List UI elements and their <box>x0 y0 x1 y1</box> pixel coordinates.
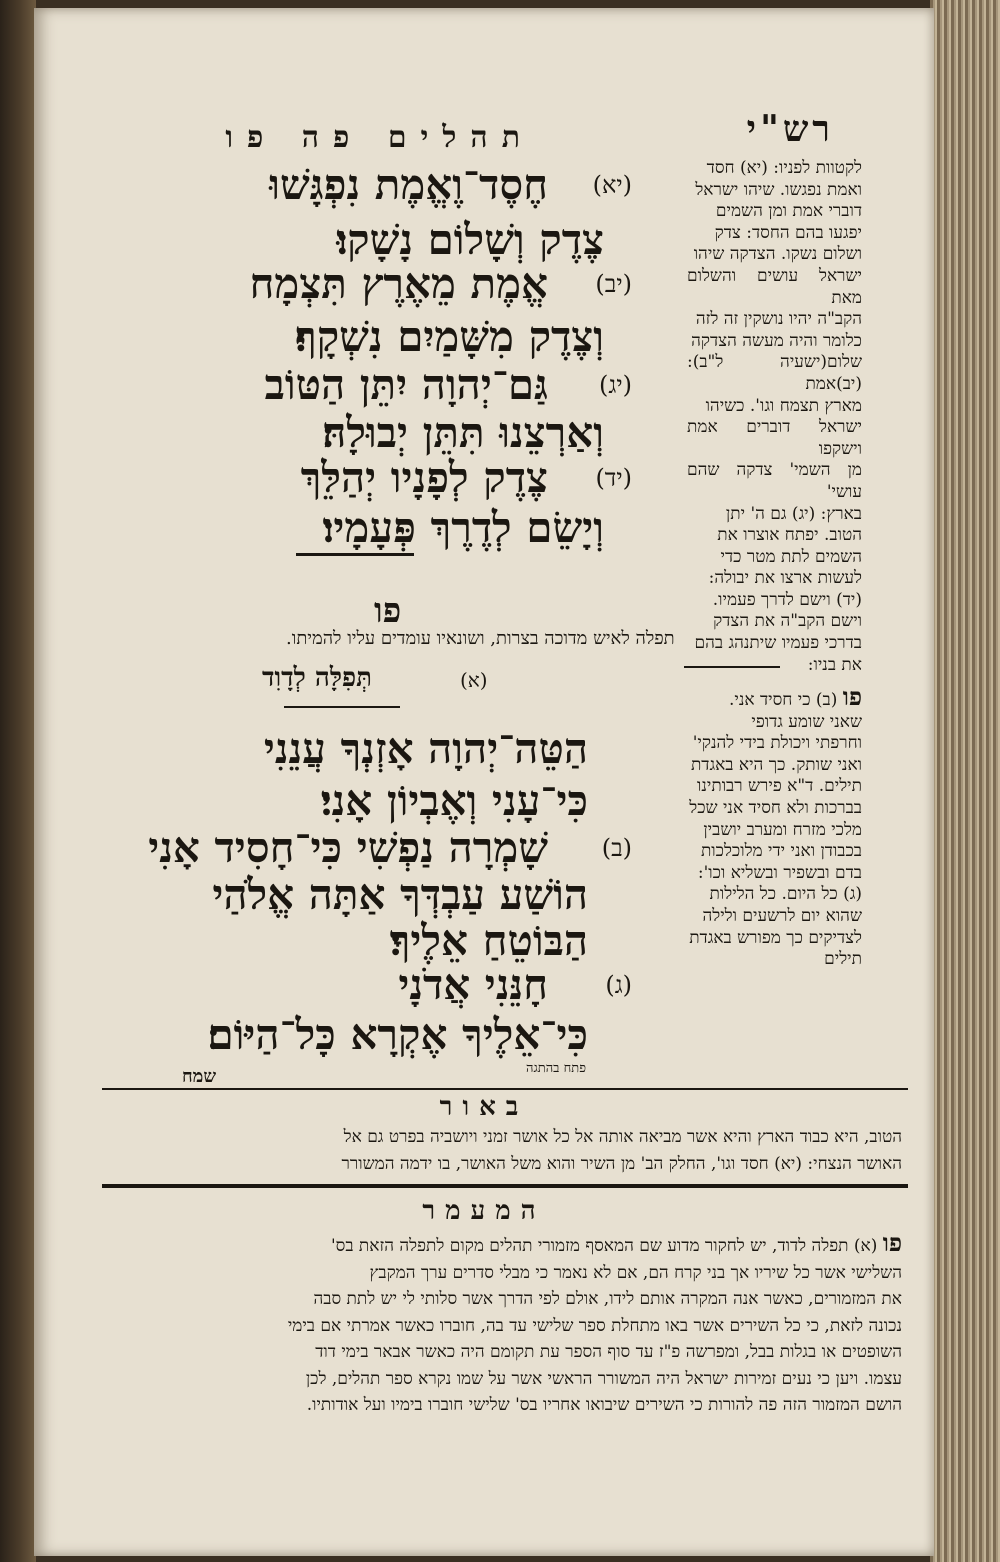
rashi-line: (ג) כל היום. כל הלילות <box>709 884 862 905</box>
book-page <box>34 8 934 1556</box>
rashi-line: הטוב. יפתח אוצרו את <box>717 525 862 546</box>
verse-line: הַטֵּה־יְהוָה אָזְנְךָ עֲנֵנִי <box>263 724 588 773</box>
biur-title: באור <box>439 1092 529 1122</box>
rashi-line: לעשות ארצו את יבולה: <box>708 568 862 589</box>
rashi-line: לקטוות לפניו: (יא) חסד <box>706 158 862 178</box>
verse-line: חָנֵּנִי אֲדֹנָי <box>398 960 548 1009</box>
rashi-line: את בניו: <box>807 654 862 675</box>
verse-line: הוֹשַׁע עַבְדְּךָ אַתָּה אֱלֹהַי <box>212 870 588 919</box>
verse-line: חֶסֶד־וֶאֱמֶת נִפְגָּשׁוּ <box>269 160 548 209</box>
verse-line: שָׁמְרָה נַפְשִׁי כִּי־חָסִיד אָנִי <box>148 823 548 872</box>
hamaamar-title: המעמר <box>422 1196 546 1226</box>
page-number: שמח <box>182 1066 217 1087</box>
verse-number: (ג) <box>605 971 632 999</box>
verse-number: (יב) <box>595 270 632 298</box>
rashi-line: מלכי מזרח ומערב יושבין <box>703 819 862 840</box>
verse-line: כִּי־עָנִי וְאֶבְיוֹן אָנִי׃ <box>320 776 588 825</box>
rashi-line: ואמת נפגשו. שיהו ישראל <box>695 179 862 200</box>
hamaamar-line: את המזמורים, כאשר אנה המקרה אותם לידו, אולם לפי הדרך אשר סלותי לי יש לתת סבה <box>313 1289 902 1309</box>
biur-line: האושר הנצחי: (יא) חסד וגו', החלק הב' מן השיר והוא משל האושר, בו ידמה המשורר <box>341 1153 902 1174</box>
psalm-number: פו <box>374 591 402 631</box>
rashi-commentary-85 <box>687 158 862 676</box>
rashi-line: בכבודן ואני ידי מלוכלכות <box>700 841 862 862</box>
verse-line: וְאַרְצֵנוּ תִּתֵּן יְבוּלָהּ׃ <box>322 408 604 457</box>
rashi-line: תילים <box>824 949 862 970</box>
verse-line: צֶדֶק לְפָנָיו יְהַלֵּךְ <box>300 453 548 502</box>
verse-line: וְצֶדֶק מִשָּׁמַיִם נִשְׁקָף׃ <box>294 312 604 361</box>
rashi-line: דוברי אמת ומן השמים <box>715 201 862 222</box>
hamaamar-text <box>122 1230 902 1419</box>
psalm-heading: תְּפִלָּה לְדָוִד <box>262 663 372 693</box>
section-divider <box>284 706 400 708</box>
running-title: תהלים פה פו <box>225 120 534 155</box>
section-divider <box>102 1088 908 1090</box>
rashi-line: תילים. ד"א פירש רבותינו <box>696 776 862 797</box>
rashi-line: הקב"ה יהיו נושקין זה לזה <box>695 309 862 330</box>
verse-line: צֶדֶק וְשָׁלוֹם נָשָׁקוּ׃ <box>336 215 604 264</box>
rashi-line: ואני שותק. כך היא באגדת <box>690 754 862 775</box>
hamaamar-line-text: (א) תפלה לדוד, יש לחקור מדוע שם המאסף מזמורי תהלים מקום לתפלה הזאת בס' <box>330 1236 878 1256</box>
rashi-line: שלום(ישעיה ל"ב):(יב)אמת <box>687 352 862 394</box>
rashi-line: וחרפתי ויכולת בידי להנקי' <box>692 733 862 754</box>
rashi-line: מן השמי' צדקה שהם עושי' <box>687 460 862 502</box>
rashi-line: ושלום נשקו. הצדקה שיהו <box>693 244 862 265</box>
verse-number: (ב) <box>601 834 632 862</box>
rashi-line: לצדיקים כך מפורש באגדת <box>689 927 862 948</box>
hamaamar-line: השלישי אשר כל שיריו אך בני קרח הם, אם לא נאמר כי מבלי סדרים ערך המקבץ <box>369 1262 902 1283</box>
verse-line: הַבּוֹטֵחַ אֵלֶיךָ׃ <box>389 916 588 965</box>
book-gutter-left <box>0 0 36 1562</box>
verse-number: (יא) <box>592 171 632 199</box>
rashi-line: מארץ תצמח וגו'. כשיהו <box>705 395 862 416</box>
verse-number: (א) <box>460 668 488 692</box>
rashi-line: בברכות ולא חסיד אני שכל <box>689 797 862 818</box>
hamaamar-line <box>122 1230 902 1260</box>
rashi-label: רש"י <box>746 108 834 150</box>
section-divider <box>296 553 414 556</box>
verse-line: וְיָשֵׂם לְדֶרֶךְ פְּעָמָיו׃ <box>322 503 604 552</box>
rashi-line: (יד) וישם לדרך פעמיו. <box>712 589 862 610</box>
verse-number: (יד) <box>595 464 632 492</box>
biur-line: הטוב, היא כבוד הארץ והיא אשר מביאה אותה אל כל אושר זמני ויושביה בפרט גם אל <box>343 1127 902 1147</box>
section-divider <box>684 666 780 668</box>
hamaamar-line: השופטים או בגלות בבל, ומפרשה פ"ז עד סוף הספר עת תקומם היה כאשר אבאר בימי דוד <box>315 1342 902 1362</box>
rashi-line: השמים לתת מטר כדי <box>720 546 862 567</box>
catchword: פתח בהתגה <box>526 1061 587 1076</box>
rashi-line: בדם ובשפיר ובשליא וכו': <box>697 862 862 883</box>
hamaamar-line: הושם המזמור הזה פה להורות כי השירים שיבואו אחריו בס' שלישי חוברו בימיו ועל אודותיו. <box>306 1395 902 1415</box>
rashi-line: בארץ: (יג) גם ה' יתן <box>725 503 862 524</box>
rashi-line: יפגעו בהם החסד: צדק <box>714 222 862 243</box>
rashi-line: (ב) כי חסיד אני. <box>728 690 838 710</box>
rashi-line: שהוא יום לרשעים ולילה <box>702 905 862 926</box>
biur-text <box>122 1124 902 1177</box>
verse-line: כִּי־אֵלֶיךָ אֶקְרָא כָּל־הַיּוֹם׃ <box>207 1010 588 1059</box>
rashi-line: ישראל דוברים אמת וישקפו <box>687 417 862 459</box>
verse-line: אֱמֶת מֵאֶרֶץ תִּצְמָח <box>249 259 548 308</box>
rashi-commentary-86 <box>687 682 862 971</box>
rashi-line: ישראל עושים והשלום מאת <box>687 265 862 308</box>
hamaamar-line: נכונה לזאת, כי כל השירים אשר באו מתחלת ספר שלישי עד בה, חוברו כאשר אמרתי אם בימי <box>287 1315 902 1336</box>
hamaamar-initial: פו <box>882 1228 902 1257</box>
section-divider <box>102 1184 908 1188</box>
rashi-line: שאני שומע גדופי <box>751 711 862 732</box>
rashi-line: בדרכי פעמיו שיתנהג בהם <box>694 633 862 654</box>
hamaamar-line: עצמו. ויען כי נעים זמירות ישראל היה המשורר הראשי אשר על שמו נקרא ספר תהלים, לכן <box>305 1368 902 1389</box>
book-page-edges <box>930 0 1000 1562</box>
rashi-line: וישם הקב"ה את הצדק <box>713 611 862 632</box>
verse-line: גַּם־יְהוָה יִתֵּן הַטּוֹב <box>264 360 548 409</box>
rashi-line: כלומר והיה מעשה הצדקה <box>691 330 862 351</box>
rashi-initial: פו <box>842 682 862 711</box>
verse-number: (יג) <box>599 371 632 399</box>
psalm-superscript: תפלה לאיש מדוכה בצרות, ושונאיו עומדים עליו להמיתו. <box>286 628 675 649</box>
